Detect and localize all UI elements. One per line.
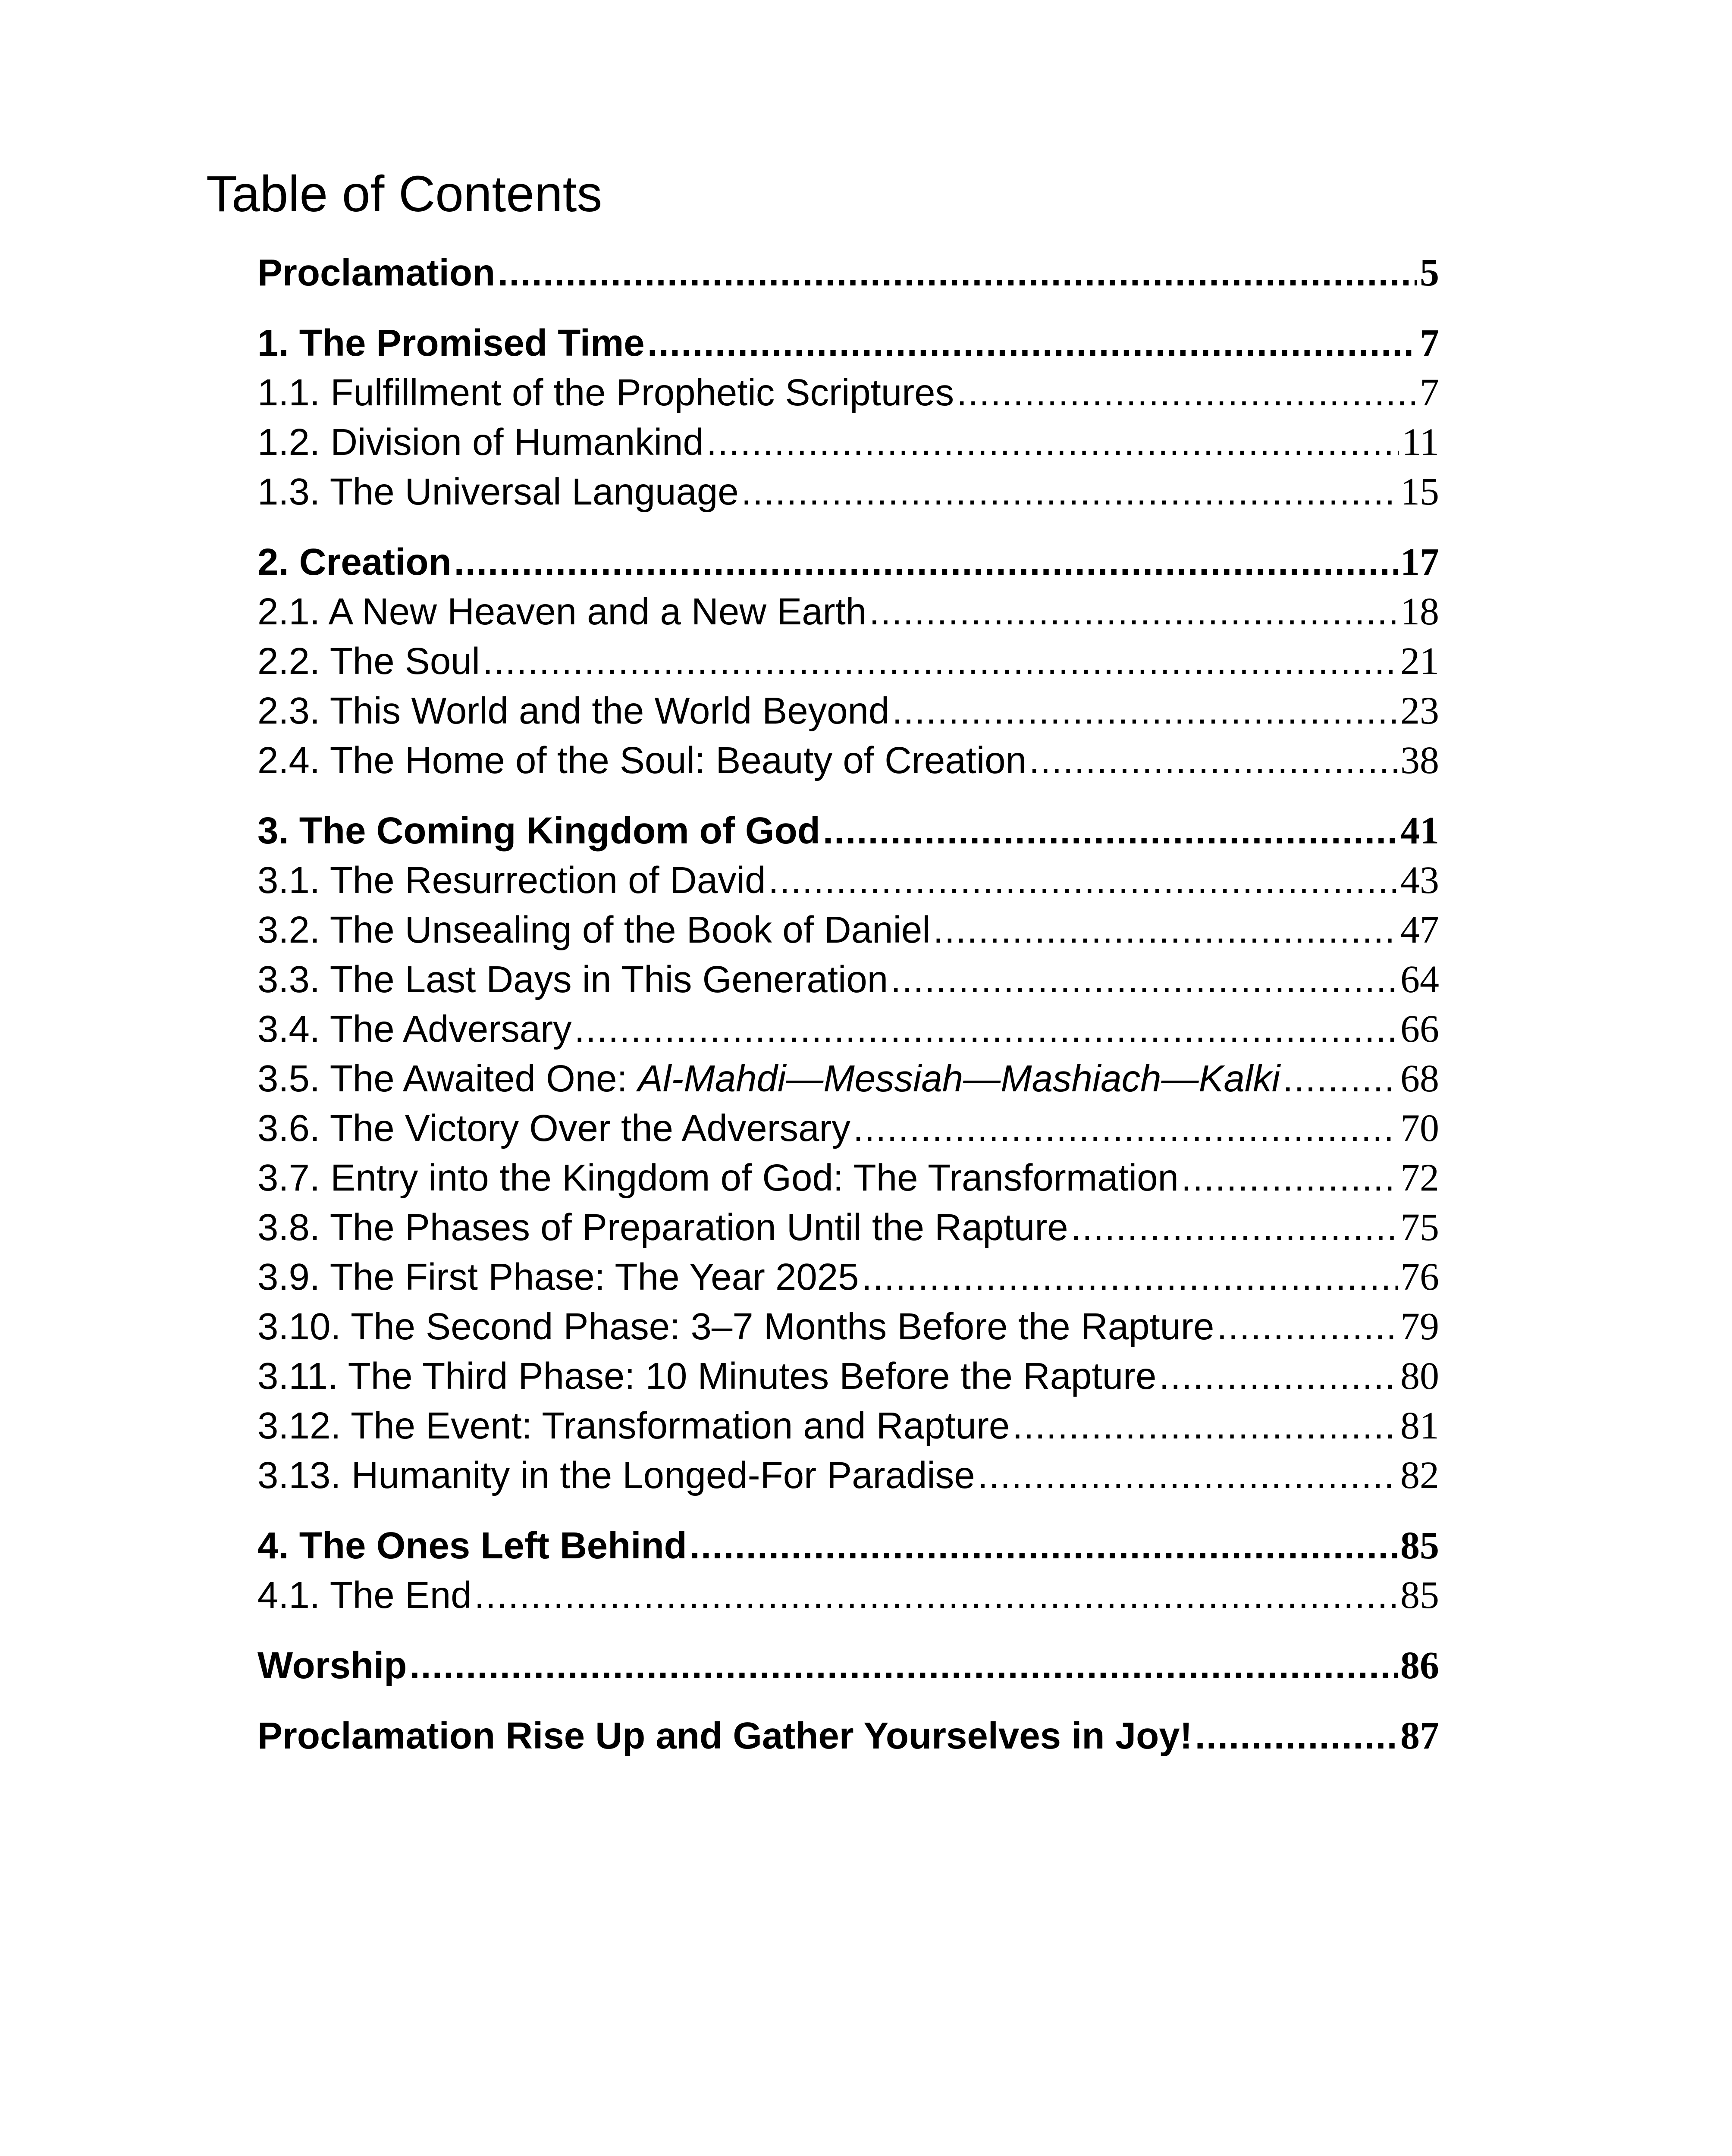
- toc-entry-label: 2.2. The Soul: [257, 640, 480, 682]
- toc-entry-page: 17: [1400, 541, 1439, 583]
- dot-leader: [647, 318, 1417, 368]
- toc-entry[interactable]: [257, 587, 1439, 637]
- toc-entry-page: 18: [1400, 590, 1439, 633]
- toc-entry-page: 23: [1400, 689, 1439, 732]
- toc-entry-label: 2.1. A New Heaven and a New Earth: [257, 591, 867, 633]
- dot-leader: [454, 537, 1398, 587]
- toc-entry-page: 87: [1400, 1714, 1439, 1757]
- dot-leader: [574, 1004, 1398, 1054]
- dot-leader: [933, 905, 1398, 955]
- toc-entry-label: 1.2. Division of Humankind: [257, 421, 704, 463]
- toc-entry[interactable]: [257, 856, 1439, 906]
- toc-entry-page: 21: [1400, 640, 1439, 683]
- toc-entry-label-prefix: 3.5. The Awaited One:: [257, 1058, 638, 1100]
- toc-entry[interactable]: [257, 1203, 1439, 1253]
- toc-entry-page: 68: [1400, 1057, 1439, 1100]
- dot-leader: [690, 1521, 1398, 1571]
- dot-leader: [1283, 1054, 1398, 1104]
- dot-leader: [474, 1570, 1398, 1620]
- toc-entry-label: 3.11. The Third Phase: 10 Minutes Before the Rapture: [257, 1355, 1157, 1397]
- toc-entry[interactable]: [257, 467, 1439, 517]
- toc-entry-page: 80: [1400, 1355, 1439, 1398]
- toc-entry-label: 3.6. The Victory Over the Adversary: [257, 1107, 850, 1149]
- toc-entry-page: 5: [1420, 251, 1439, 294]
- toc-entry[interactable]: [257, 1570, 1439, 1620]
- toc-entry-page: 43: [1400, 859, 1439, 902]
- toc-entry-page: 15: [1400, 470, 1439, 513]
- toc-entry[interactable]: [257, 1054, 1439, 1104]
- toc-entry-page: 47: [1400, 909, 1439, 951]
- dot-leader: [741, 467, 1398, 517]
- toc-entry[interactable]: [257, 1521, 1439, 1571]
- dot-leader: [862, 1252, 1398, 1302]
- toc-entry[interactable]: [257, 1451, 1439, 1501]
- toc-entry-label: 4. The Ones Left Behind: [257, 1525, 687, 1567]
- dot-leader: [869, 587, 1398, 637]
- page-title: Table of Contents: [206, 166, 602, 222]
- toc-entry-page: 86: [1400, 1644, 1439, 1687]
- toc-entry[interactable]: [257, 686, 1439, 736]
- toc-entry[interactable]: [257, 368, 1439, 418]
- toc-entry[interactable]: [257, 1153, 1439, 1203]
- toc-entry-label: 2. Creation: [257, 541, 452, 583]
- toc-entry[interactable]: [257, 1004, 1439, 1054]
- dot-leader: [768, 856, 1398, 906]
- dot-leader: [978, 1451, 1398, 1501]
- toc-entry[interactable]: [257, 1302, 1439, 1352]
- toc-entry-page: 70: [1400, 1107, 1439, 1150]
- dot-leader: [1071, 1203, 1398, 1253]
- dot-leader: [892, 686, 1398, 736]
- toc-entry-label: 1. The Promised Time: [257, 322, 645, 364]
- toc-entry[interactable]: [257, 1641, 1439, 1691]
- toc-entry-page: 66: [1400, 1008, 1439, 1050]
- toc-entry-label: 3.4. The Adversary: [257, 1008, 572, 1050]
- toc-entry[interactable]: [257, 955, 1439, 1005]
- toc-entry[interactable]: [257, 736, 1439, 786]
- toc-entry-label: 1.3. The Universal Language: [257, 471, 739, 513]
- toc-entry-page: 38: [1400, 739, 1439, 782]
- toc-entry-label: 3.12. The Event: Transformation and Rapture: [257, 1405, 1010, 1447]
- dot-leader: [853, 1103, 1398, 1153]
- toc-entry[interactable]: [257, 1351, 1439, 1401]
- toc-entry-label: [257, 1054, 1280, 1104]
- dot-leader: [483, 636, 1398, 686]
- toc-entry-page: 72: [1400, 1156, 1439, 1199]
- toc-entry-page: 85: [1400, 1574, 1439, 1617]
- toc-entry-label: 3.10. The Second Phase: 3–7 Months Before the Rapture: [257, 1306, 1214, 1348]
- toc-entry-page: 81: [1400, 1404, 1439, 1447]
- dot-leader: [409, 1641, 1398, 1691]
- toc-entry-page: 76: [1400, 1256, 1439, 1298]
- toc-entry-label: 4.1. The End: [257, 1574, 472, 1616]
- toc-entry[interactable]: [257, 248, 1439, 298]
- toc-entry-label: 3.8. The Phases of Preparation Until the Rapture: [257, 1206, 1068, 1248]
- toc-entry[interactable]: [257, 636, 1439, 686]
- dot-leader: [1012, 1401, 1398, 1451]
- toc-entry[interactable]: [257, 537, 1439, 587]
- dot-leader: [823, 806, 1398, 856]
- dot-leader: [891, 955, 1398, 1005]
- toc-entry[interactable]: [257, 1103, 1439, 1153]
- toc-entry-page: 41: [1400, 809, 1439, 852]
- toc-entry-page: 7: [1420, 322, 1439, 364]
- toc-entry-page: 82: [1400, 1454, 1439, 1497]
- toc-entry-page: 11: [1402, 421, 1439, 464]
- toc-entry-page: 64: [1400, 958, 1439, 1001]
- toc-entry-label: Proclamation Rise Up and Gather Yourselves in Joy!: [257, 1715, 1192, 1757]
- toc-entry-label: Proclamation: [257, 252, 496, 294]
- toc-entry-label: 3.1. The Resurrection of David: [257, 859, 766, 901]
- toc-entry-label: 1.1. Fulfillment of the Prophetic Scriptures: [257, 372, 954, 414]
- toc-entry-page: 75: [1400, 1206, 1439, 1249]
- toc-entry-label: 3. The Coming Kingdom of God: [257, 810, 820, 852]
- toc-entry-label: 3.9. The First Phase: The Year 2025: [257, 1256, 859, 1298]
- dot-leader: [498, 248, 1417, 298]
- toc-entry-label: 2.4. The Home of the Soul: Beauty of Creation: [257, 740, 1026, 781]
- dot-leader: [1159, 1351, 1398, 1401]
- toc-entry[interactable]: [257, 1711, 1439, 1761]
- toc-entry-label: 2.3. This World and the World Beyond: [257, 690, 890, 732]
- toc-entry-label: 3.7. Entry into the Kingdom of God: The Transformation: [257, 1157, 1179, 1199]
- toc-entry[interactable]: [257, 905, 1439, 955]
- toc-entry-page: 7: [1420, 371, 1439, 414]
- toc-entry-label: 3.3. The Last Days in This Generation: [257, 959, 888, 1000]
- toc-entry[interactable]: [257, 1401, 1439, 1451]
- toc-entry[interactable]: [257, 318, 1439, 368]
- toc-entry-label-italic: Al-Mahdi—Messiah—Mashiach—Kalki: [637, 1058, 1280, 1100]
- dot-leader: [957, 368, 1417, 418]
- toc-entry-page: 85: [1400, 1524, 1439, 1567]
- toc-entry-label: 3.13. Humanity in the Longed-For Paradise: [257, 1454, 975, 1496]
- dot-leader: [1195, 1711, 1398, 1761]
- dot-leader: [1029, 736, 1398, 786]
- dot-leader: [1181, 1153, 1398, 1203]
- toc-entry-page: 79: [1400, 1305, 1439, 1348]
- dot-leader: [1217, 1302, 1398, 1352]
- toc-entry[interactable]: [257, 417, 1439, 467]
- toc-entry[interactable]: [257, 1252, 1439, 1302]
- toc-entry[interactable]: [257, 806, 1439, 856]
- dot-leader: [706, 417, 1399, 467]
- toc-entry-label: 3.2. The Unsealing of the Book of Daniel: [257, 909, 931, 951]
- toc-entry-label: Worship: [257, 1645, 407, 1686]
